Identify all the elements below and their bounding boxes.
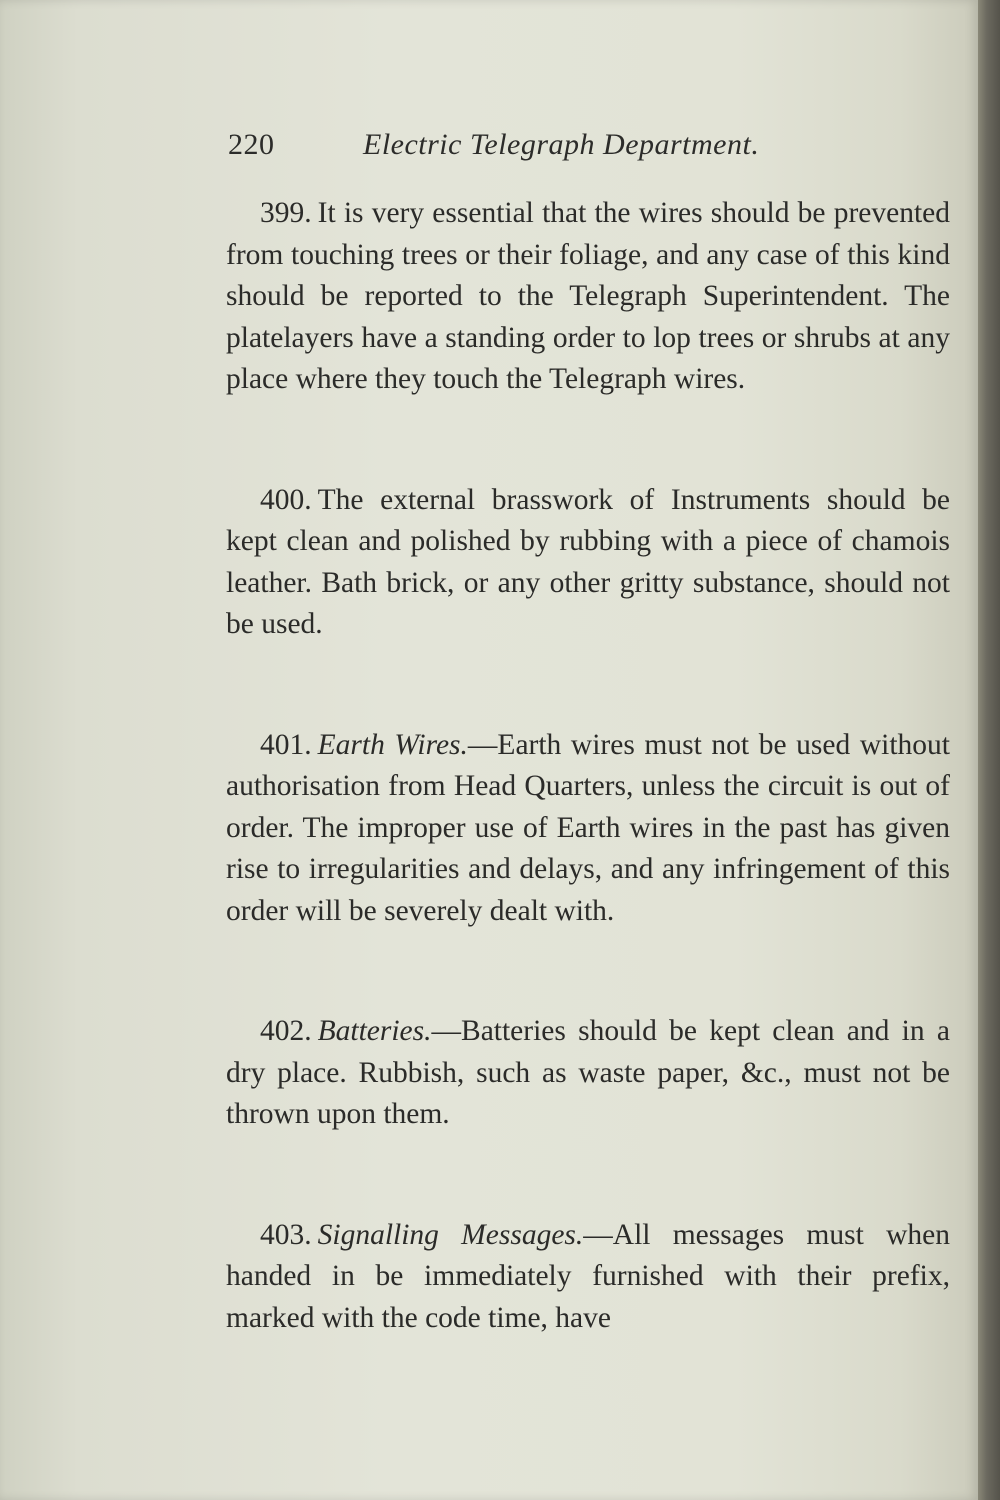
paragraph-text: The external brasswork of Instruments should be kept clean and polished by rubbing with a piece of chamois leather. Bath brick, or any other gritty substance, should not be used.: [226, 483, 950, 640]
paragraph-403: [226, 1215, 950, 1340]
paragraph-number: 401.: [260, 728, 312, 761]
paragraph-text: It is very essential that the wires should be prevented from touching trees or their foliage, and any case of this kind should be reported to the Telegraph Superintendent. The platelayers have a standing order to lop trees or shrubs at any place where they touch the Telegraph wires.: [226, 197, 950, 395]
book-binding-edge: [978, 0, 1000, 1500]
paragraph-400: [226, 480, 950, 646]
paragraph-heading: Earth Wires.: [317, 728, 468, 761]
paragraph-heading: Signalling Messages.: [317, 1218, 584, 1251]
paragraph-text: —Earth wires must not be used without authorisation from Head Quarters, unless the circuit is out of order. The improper use of Earth wires in the past has given rise to irregularities and delays, and any infringement of this order will be severely dealt with.: [226, 728, 950, 927]
paragraph-401: [226, 725, 950, 933]
paragraph-text: —Batteries should be kept clean and in a dry place. Rubbish, such as waste paper, &c., must not be thrown upon them.: [226, 1015, 950, 1130]
paragraph-399: [226, 193, 950, 401]
paragraph-text: —All messages must when handed in be immediately furnished with their prefix, marked with the code time, have: [226, 1218, 950, 1334]
page-header: [228, 122, 848, 170]
paragraph-402: [226, 1011, 950, 1136]
paragraph-number: 399.: [260, 197, 312, 229]
running-head: Electric Telegraph Department.: [363, 128, 760, 161]
paragraph-number: 400.: [260, 483, 312, 516]
page-number: 220: [228, 128, 275, 161]
paragraph-heading: Batteries.: [317, 1015, 432, 1047]
paragraph-number: 403.: [260, 1218, 312, 1251]
body-text: [226, 193, 950, 1339]
paragraph-number: 402.: [260, 1015, 312, 1047]
